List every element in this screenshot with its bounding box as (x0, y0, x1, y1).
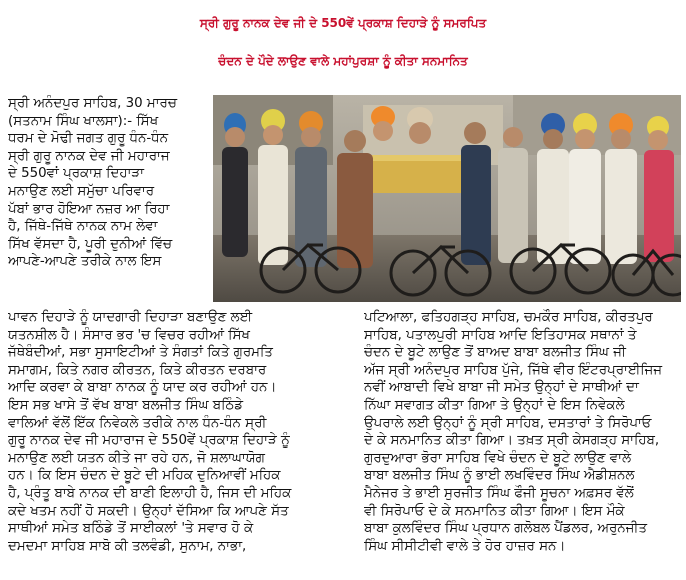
text-line: ਪਟਿਆਲਾ, ਫਤਿਹਗੜ੍ਹ ਸਾਹਿਬ, ਚਮਕੌਰ ਸਾਹਿਬ, ਕੀਰਤਪੁਰ (364, 310, 653, 325)
text-line: ਸਮਾਗਮ, ਕਿਤੇ ਨਗਰ ਕੀਰਤਨ, ਕਿਤੇ ਕੀਰਤਨ ਦਰਬਾਰ (8, 362, 267, 378)
text-line: ਆਦਿ ਕਰਵਾ ਕੇ ਬਾਬਾ ਨਾਨਕ ਨੂੰ ਯਾਦ ਕਰ ਰਹੀਆਂ ਹਨ। (8, 380, 277, 396)
text-line: ਗੁਰਦੁਆਰਾ ਭੋਰਾ ਸਾਹਿਬ ਵਿਖੇ ਚੰਦਨ ਦੇ ਬੂਟੇ ਲਾਉਣ ਵਾਲੇ (364, 450, 632, 466)
text-line: ਸ੍ਰੀ ਗੁਰੂ ਨਾਨਕ ਦੇਵ ਜੀ ਮਹਾਰਾਜ (8, 148, 170, 164)
text-line: ਹੈ, ਜਿੱਥੇ-ਜਿੱਥੇ ਨਾਨਕ ਨਾਮ ਲੇਵਾ (8, 219, 158, 235)
text-line: ਹਨ। ਕਿ ਇਸ ਚੰਦਨ ਦੇ ਬੂਟੇ ਦੀ ਮਹਿਕ ਦੁਨਿਆਵੀਂ ਮਹਿਕ (8, 468, 281, 484)
text-line: ਬਾਬਾ ਕੁਲਵਿੰਦਰ ਸਿੰਘ ਪ੍ਰਧਾਨ ਗਲੋਬਲ ਪੈਂਡਲਰ, ਅਰੁਨਜੀਤ (364, 521, 647, 537)
text-line: ਵਾਲਿਆਂ ਵੱਲੋਂ ਇੱਕ ਨਿਵੇਕਲੇ ਤਰੀਕੇ ਨਾਲ ਧੰਨ-ਧੰਨ ਸ੍ਰੀ (8, 415, 267, 431)
text-line: ਦਮਦਮਾ ਸਾਹਿਬ ਸਾਬੋ ਕੀ ਤਲਵੰਡੀ, ਸੁਨਾਮ, ਨਾਭਾ, (8, 538, 247, 554)
text-line: ਪਾਵਨ ਦਿਹਾੜੇ ਨੂੰ ਯਾਦਗਾਰੀ ਦਿਹਾੜਾ ਬਣਾਉਣ ਲਈ (8, 310, 253, 325)
article-left-column (8, 95, 208, 271)
text-line: ਨਿੱਘਾ ਸਵਾਗਤ ਕੀਤਾ ਗਿਆ ਤੇ ਉਨ੍ਹਾਂ ਦੇ ਇਸ ਨਿਵੇਕਲੇ (364, 397, 625, 413)
text-line: ਹੈ, ਪ੍ਰੰਤੂ ਬਾਬੇ ਨਾਨਕ ਦੀ ਬਾਣੀ ਇਲਾਹੀ ਹੈ, ਜਿਸ ਦੀ ਮਹਿਕ (8, 485, 292, 501)
text-line: ਆਪਣੇ-ਆਪਣੇ ਤਰੀਕੇ ਨਾਲ ਇਸ (8, 254, 162, 270)
text-line: ਅੱਜ ਸ੍ਰੀ ਅਨੰਦਪੁਰ ਸਾਹਿਬ ਪੁੱਜੇ, ਜਿੱਥੇ ਵੀਰ ਇੰਟਰਪ੍ਰਾਈਜਿਜ (364, 362, 663, 378)
text-line: ਪੱਬਾਂ ਭਾਰ ਹੋਇਆ ਨਜ਼ਰ ਆ ਰਿਹਾ (8, 201, 170, 217)
text-line: ਗੁਰੂ ਨਾਨਕ ਦੇਵ ਜੀ ਮਹਾਰਾਜ ਦੇ 550ਵੇਂ ਪ੍ਰਕਾਸ਼ ਦਿਹਾੜੇ ਨੂੰ (8, 433, 290, 449)
text-line: ਸ੍ਰੀ ਅਨੰਦਪੁਰ ਸਾਹਿਬ, 30 ਮਾਰਚ (8, 96, 177, 111)
text-line: ਸਾਹਿਬ, ਪਤਾਲਪੁਰੀ ਸਾਹਿਬ ਆਦਿ ਇਤਿਹਾਸਕ ਸਥਾਨਾਂ ਤੇ (364, 327, 637, 343)
article-bottom-left-column (8, 309, 360, 555)
text-line: ਦੇ ਕੇ ਸਨਮਾਨਿਤ ਕੀਤਾ ਗਿਆ। ਤਖ਼ਤ ਸ੍ਰੀ ਕੇਸਗੜ੍ਹ ਸਾਹਿਬ, (364, 433, 660, 449)
text-line: ਦੇ 550ਵਾਂ ਪ੍ਰਕਾਸ਼ ਦਿਹਾੜਾ (8, 166, 144, 182)
text-line: ਮਨਾਉਣ ਲਈ ਸਮੁੱਚਾ ਪਰਿਵਾਰ (8, 183, 155, 199)
headline-line-1: ਸ੍ਰੀ ਗੁਰੂ ਨਾਨਕ ਦੇਵ ਜੀ ਦੇ 550ਵੇਂ ਪ੍ਰਕਾਸ਼ ਦਿਹਾੜੇ ਨੂੰ ਸਮਰਪਿਤ (199, 16, 487, 30)
text-line: ਕਦੇ ਖਤਮ ਨਹੀਂ ਹੋ ਸਕਦੀ। ਉਨ੍ਹਾਂ ਦੱਸਿਆ ਕਿ ਆਪਣੇ ਸੱਤ (8, 503, 289, 519)
text-line: ਬਾਬਾ ਬਲਜੀਤ ਸਿੰਘ ਨੂੰ ਭਾਈ ਲਖਵਿੰਦਰ ਸਿੰਘ ਐਡੀਸ਼ਨਲ (364, 468, 635, 484)
headline (0, 4, 686, 80)
text-line: ਉਪਰਾਲੇ ਲਈ ਉਨ੍ਹਾਂ ਨੂੰ ਸ੍ਰੀ ਸਾਹਿਬ, ਦਸਤਾਰਾਂ ਤੇ ਸਿਰੋਪਾਓ (364, 415, 652, 431)
text-line: ਵੀ ਸਿਰੋਪਾਓ ਦੇ ਕੇ ਸਨਮਾਨਿਤ ਕੀਤਾ ਗਿਆ। ਇਸ ਮੌਕੇ (364, 503, 625, 519)
text-line: ਸਿੰਘ ਸੀਸੀਟੀਵੀ ਵਾਲੇ ਤੇ ਹੋਰ ਹਾਜ਼ਰ ਸਨ। (364, 538, 566, 554)
text-line: ਧਰਮ ਦੇ ਮੋਢੀ ਜਗਤ ਗੁਰੂ ਧੰਨ-ਧੰਨ (8, 131, 168, 147)
text-line: (ਸਤਨਾਮ ਸਿੰਘ ਖਾਲਸਾ):- ਸਿੱਖ (8, 113, 159, 129)
text-line: ਨਵੀਂ ਆਬਾਦੀ ਵਿਖੇ ਬਾਬਾ ਜੀ ਸਮੇਤ ਉਨ੍ਹਾਂ ਦੇ ਸਾਥੀਆਂ ਦਾ (364, 380, 639, 396)
text-line: ਇਸ ਸਭ ਖਾਸੇ ਤੋਂ ਵੱਖ ਬਾਬਾ ਬਲਜੀਤ ਸਿੰਘ ਬਠਿੰਡੇ (8, 397, 243, 413)
text-line: ਸਾਥੀਆਂ ਸਮੇਤ ਬਠਿੰਡੇ ਤੋਂ ਸਾਈਕਲਾਂ 'ਤੇ ਸਵਾਰ ਹੋ ਕੇ (8, 521, 254, 537)
headline-line-2: ਚੰਦਨ ਦੇ ਪੌਦੇ ਲਾਉਣ ਵਾਲੇ ਮਹਾਂਪੁਰਸ਼ਾ ਨੂੰ ਕੀਤਾ ਸਨਮਾਨਿਤ (218, 54, 468, 68)
article-right-column (364, 309, 678, 555)
text-line: ਜੱਥੇਬੰਦੀਆਂ, ਸਭਾ ਸੁਸਾਇਟੀਆਂ ਤੇ ਸੰਗਤਾਂ ਕਿਤੇ ਗੁਰਮਤਿ (8, 345, 273, 361)
text-line: ਮਨਾਉਣ ਲਈ ਯਤਨ ਕੀਤੇ ਜਾ ਰਹੇ ਹਨ, ਜੋ ਸ਼ਲਾਘਾਯੋਗ (8, 450, 265, 466)
text-line: ਚੰਦਨ ਦੇ ਬੂਟੇ ਲਾਉਣ ਤੋਂ ਬਾਅਦ ਬਾਬਾ ਬਲਜੀਤ ਸਿੰਘ ਜੀ (364, 345, 626, 361)
text-line: ਮੈਨੇਜਰ ਤੇ ਭਾਈ ਸੁਰਜੀਤ ਸਿੰਘ ਫੌਜੀ ਸੂਚਨਾ ਅਫ਼ਸਰ ਵੱਲੋਂ (364, 485, 634, 501)
news-photo (213, 95, 681, 302)
text-line: ਯਤਨਸ਼ੀਲ ਹੈ। ਸੰਸਾਰ ਭਰ 'ਚ ਵਿਚਰ ਰਹੀਆਂ ਸਿੱਖ (8, 327, 250, 343)
text-line: ਸਿੱਖ ਵੱਸਦਾ ਹੈ, ਪੂਰੀ ਦੁਨੀਆਂ ਵਿੱਚ (8, 236, 173, 252)
